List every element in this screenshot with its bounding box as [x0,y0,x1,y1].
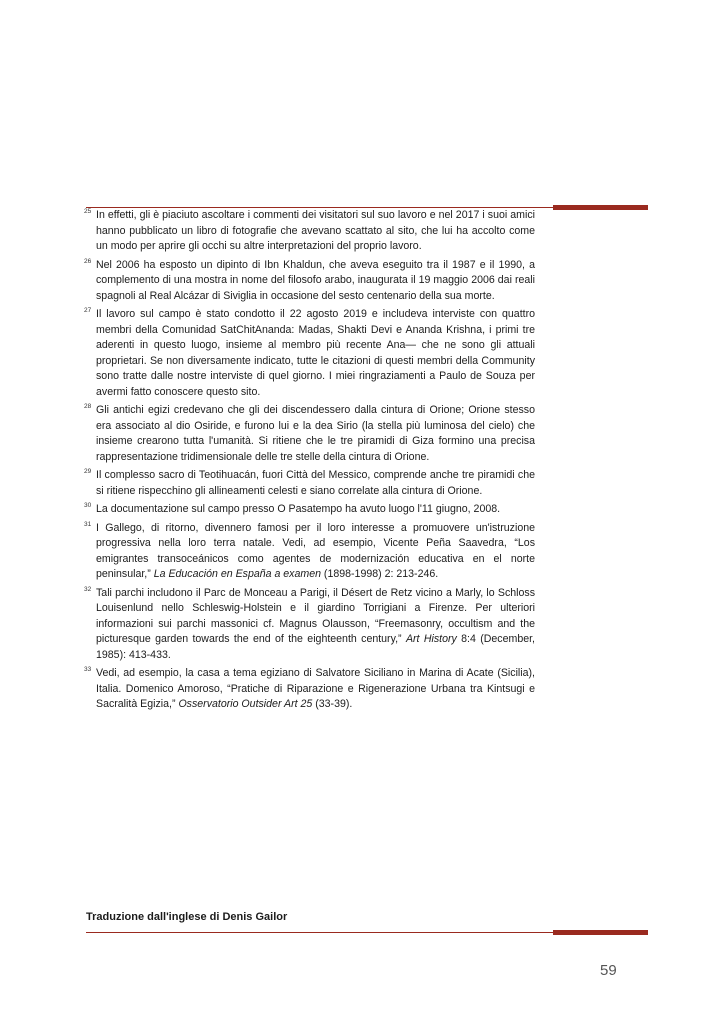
footnote-title-italic: Art History [405,633,457,645]
bottom-rule-thick [553,930,648,935]
translator-credit: Traduzione dall'inglese di Denis Gailor [86,911,288,923]
footnote [86,666,535,713]
footnote [86,258,535,305]
footnote [86,307,535,400]
footnote [86,403,535,465]
footnote-citation: 8:4 (December, 1985): 413-433. [96,633,535,661]
page-number: 59 [600,962,617,979]
footnote [86,468,535,499]
footnote-text: Tali parchi includono il Parc de Monceau a Parigi, il Désert de Retz vicino a Marly, lo Schloss Louisenlund nello Schleswig-Holstein e il giardino Torrigiani a Firenze. Per ulteriori informazioni sui parchi massonici cf. Magnus Olausson, “Freemasonry, occultism and the picturesque garden towards the end of the eighteenth century,” [96,586,535,645]
footnote-number: 29 [84,468,92,475]
footnote [86,502,535,518]
footnote [86,208,535,255]
bottom-rule-thin [86,932,553,933]
footnote-number: 25 [84,208,92,215]
footnote-text: I Gallego, di ritorno, divennero famosi per il loro interesse a promuovere un'istruzione progressiva nella loro terra natale. Vedi, ad esempio, Vicente Peña Saavedra, “Los emigrantes transoceánicos como agentes de modernización educativa en el norte peninsular,” [96,521,535,580]
footnote-text: Vedi, ad esempio, la casa a tema egiziano di Salvatore Siciliano in Marina di Acate (Sicilia), Italia. Domenico Amoroso, “Pratiche di Riparazione e Rigenerazione Urbana tra Kintsugi e Sacralità Egizia,” [96,667,535,710]
footnote-citation: (1898-1998) 2: 213-246. [320,568,439,580]
footnote-title-italic: Osservatorio Outsider Art 25 [178,698,313,710]
footnote-text: Il complesso sacro di Teotihuacán, fuori Città del Messico, comprende anche tre piramidi che si ritiene rispecchino gli allineamenti celesti e siano correlate alla cintura di Orione. [96,469,535,497]
footnote-number: 30 [84,502,92,509]
footnote-citation: (33-39). [312,698,353,710]
footnote-number: 26 [84,257,92,265]
footnote-number: 27 [84,307,92,314]
footnote-text: La documentazione sul campo presso O Pasatempo ha avuto luogo l'11 giugno, 2008. [96,503,501,515]
footnote-number: 33 [84,666,92,673]
footnote-title-italic: La Educación en España a examen [153,568,321,580]
footnotes-list [86,208,535,716]
footnote-number: 32 [84,585,92,593]
footnote-number: 28 [84,403,92,410]
footnote-text: Il lavoro sul campo è stato condotto il 22 agosto 2019 e includeva interviste con quattro membri della Comunidad SatChitAnanda: Madas, Shakti Devi e Ananda Krishna, i primi tre aderenti in questo luogo, insieme al membro più recente Ana— che ne sono gli attuali proprietari. Se non diversamente indicato, tutte le citazioni di questi membri della Community sono tratte dalle nostre interviste di quel giorno. I miei ringraziamenti a Paulo de Souza per avermi fatto conoscere questo sito. [96,308,535,398]
footnote-text: Gli antichi egizi credevano che gli dei discendessero dalla cintura di Orione; Orione stesso era associato al dio Osiride, e furono lui e la dea Sirio (la stella più luminosa del cielo) che insieme crearono tutta l'umanità. Si ritiene che le tre piramidi di Giza formino una precisa rappresentazione tridimensionale delle tre stelle della cintura di Orione. [96,404,535,463]
footnote [86,586,535,664]
footnote-text: Nel 2006 ha esposto un dipinto di Ibn Khaldun, che aveva eseguito tra il 1987 e il 1990, a complemento di una mostra in nome del filosofo arabo, inaugurata il 19 maggio 2006 dai reali spagnoli al Real Alcázar di Siviglia in occasione del sesto centenario della sua morte. [96,258,535,302]
top-rule-thick [553,205,648,210]
footnote-text: In effetti, gli è piaciuto ascoltare i commenti dei visitatori sul suo lavoro e nel 2017 i suoi amici hanno pubblicato un libro di fotografie che avevano scattato al sito, che lui ha accolto come un modo per aprire gli occhi su altre interpretazioni del proprio lavoro. [96,209,535,252]
footnote [86,521,535,583]
footnote-number: 31 [84,520,92,528]
